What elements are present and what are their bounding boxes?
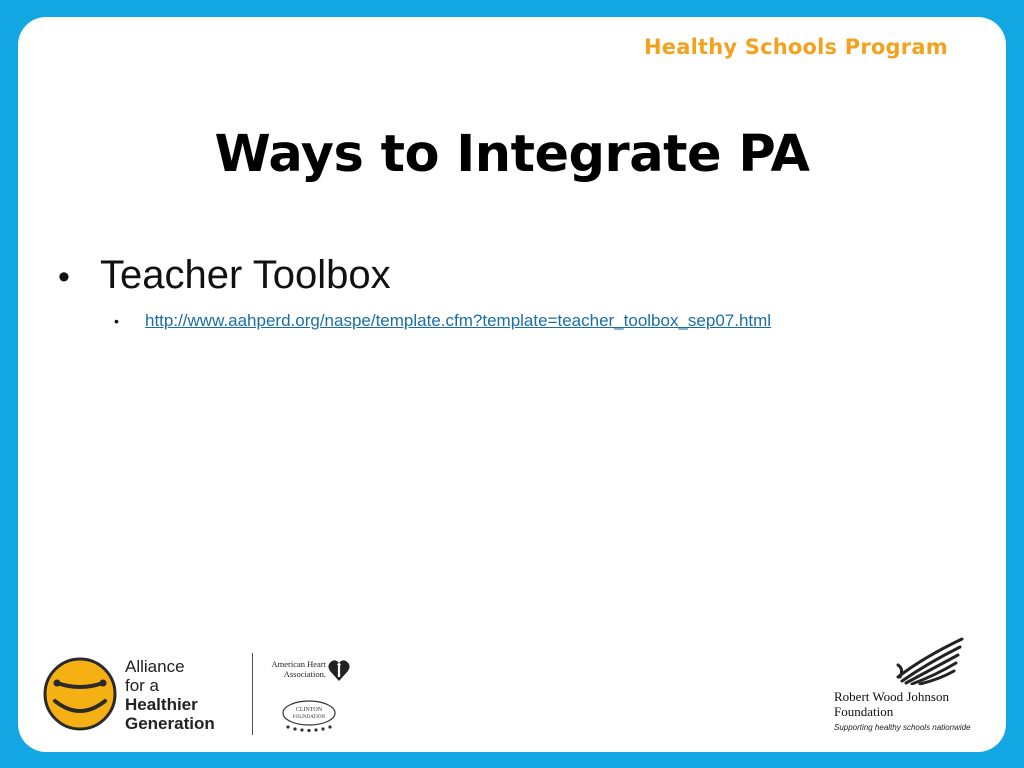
rwjf-line2: Foundation [834,704,894,719]
aha-line1: American Heart [271,659,326,669]
rwjf-logo [834,637,984,737]
alliance-healthier-generation-logo [43,653,243,738]
sub-bullet-item [114,311,771,331]
heart-torch-icon [328,657,350,683]
svg-text:FOUNDATION: FOUNDATION [292,715,326,720]
alliance-line1: Alliance [125,657,185,676]
svg-text:CLINTON: CLINTON [295,707,323,713]
slide-title: Ways to Integrate PA [214,125,810,184]
clinton-foundation-seal-icon [278,699,340,733]
rwjf-tagline: Supporting healthy schools nationwide [834,723,971,732]
bullet-icon: • [58,258,70,296]
rwjf-line1: Robert Wood Johnson [834,689,949,704]
aha-logo-text [264,659,326,679]
healthy-schools-program-logo: Healthy Schools Program [644,35,948,59]
clinton-foundation-logo [278,699,340,738]
smiley-icon [43,657,117,731]
american-heart-association-logo [264,657,354,687]
alliance-line3: Healthier [125,695,198,714]
rwjf-name [834,689,949,719]
teacher-toolbox-link[interactable]: http://www.aahperd.org/naspe/template.cfm?template=teacher_toolbox_sep07.html [145,311,772,330]
logo-divider [252,653,253,735]
bullet-text: Teacher Toolbox [100,253,391,297]
bird-wing-icon [894,637,966,685]
alliance-logo-text [125,657,215,733]
alliance-line4: Generation [125,714,215,733]
slide-canvas [18,17,1006,752]
alliance-line2: for a [125,676,160,695]
aha-line2: Association. [283,669,326,679]
bullet-item [58,253,391,298]
sub-bullet-icon: • [114,313,119,329]
